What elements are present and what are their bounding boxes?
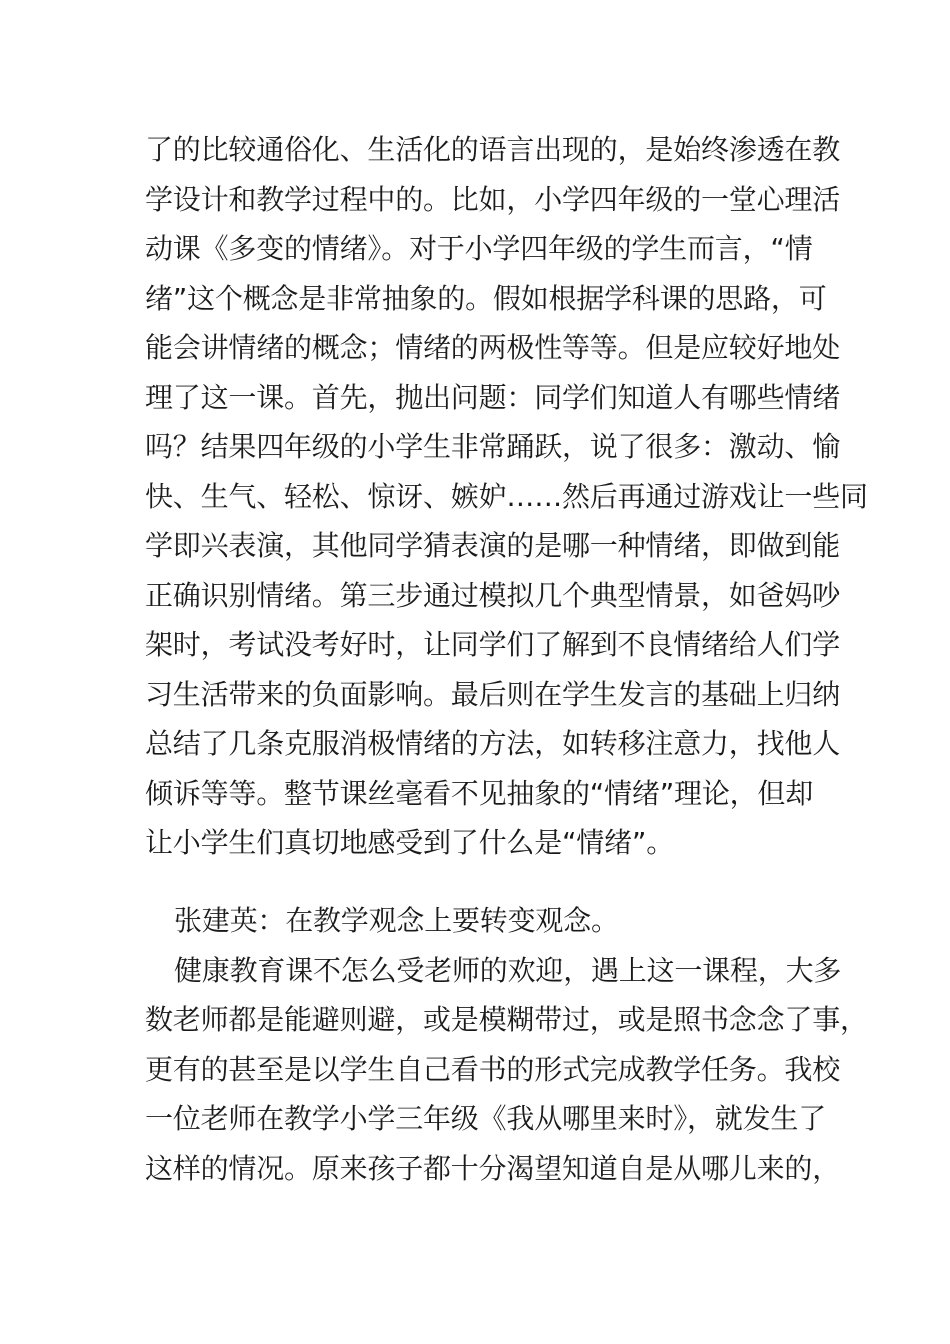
text-line: 架时，考试没考好时，让同学们了解到不良情绪给人们学 [145, 628, 841, 661]
text-line: 学即兴表演，其他同学猜表演的是哪一种情绪，即做到能 [145, 529, 841, 562]
text-line: 这样的情况。原来孩子都十分渴望知道自是从哪儿来的， [145, 1152, 841, 1185]
text-line: 总结了几条克服消极情绪的方法，如转移注意力，找他人 [145, 727, 841, 760]
text-line: 健康教育课不怎么受老师的欢迎，遇上这一课程，大多 [174, 954, 842, 987]
text-line: 更有的甚至是以学生自己看书的形式完成教学任务。我校 [145, 1053, 841, 1086]
text-line: 绪”这个概念是非常抽象的。假如根据学科课的思路，可 [145, 282, 827, 315]
text-line: 学设计和教学过程中的。比如，小学四年级的一堂心理活 [145, 183, 841, 216]
text-line: 一位老师在教学小学三年级《我从哪里来时》，就发生了 [145, 1102, 827, 1135]
text-line: 让小学生们真切地感受到了什么是“情绪”。 [145, 826, 675, 859]
text-line: 数老师都是能避则避，或是模糊带过，或是照书念念了事， [145, 1003, 868, 1036]
text-line: 动课《多变的情绪》。对于小学四年级的学生而言，“情 [145, 232, 813, 265]
text-line: 能会讲情绪的概念；情绪的两极性等等。但是应较好地处 [145, 331, 841, 364]
text-line: 习生活带来的负面影响。最后则在学生发言的基础上归纳 [145, 678, 841, 711]
section-speaker-line: 张建英：在教学观念上要转变观念。 [174, 904, 619, 937]
text-line: 正确识别情绪。第三步通过模拟几个典型情景，如爸妈吵 [145, 579, 841, 612]
text-line: 理了这一课。首先，抛出问题：同学们知道人有哪些情绪 [145, 381, 841, 414]
text-line: 了的比较通俗化、生活化的语言出现的，是始终渗透在教 [145, 133, 841, 166]
text-line: 快、生气、轻松、惊讶、嫉妒……然后再通过游戏让一些同 [145, 480, 868, 513]
text-line: 倾诉等等。整节课丝毫看不见抽象的“情绪”理论，但却 [145, 777, 814, 810]
text-line: 吗？结果四年级的小学生非常踊跃，说了很多：激动、愉 [145, 430, 841, 463]
